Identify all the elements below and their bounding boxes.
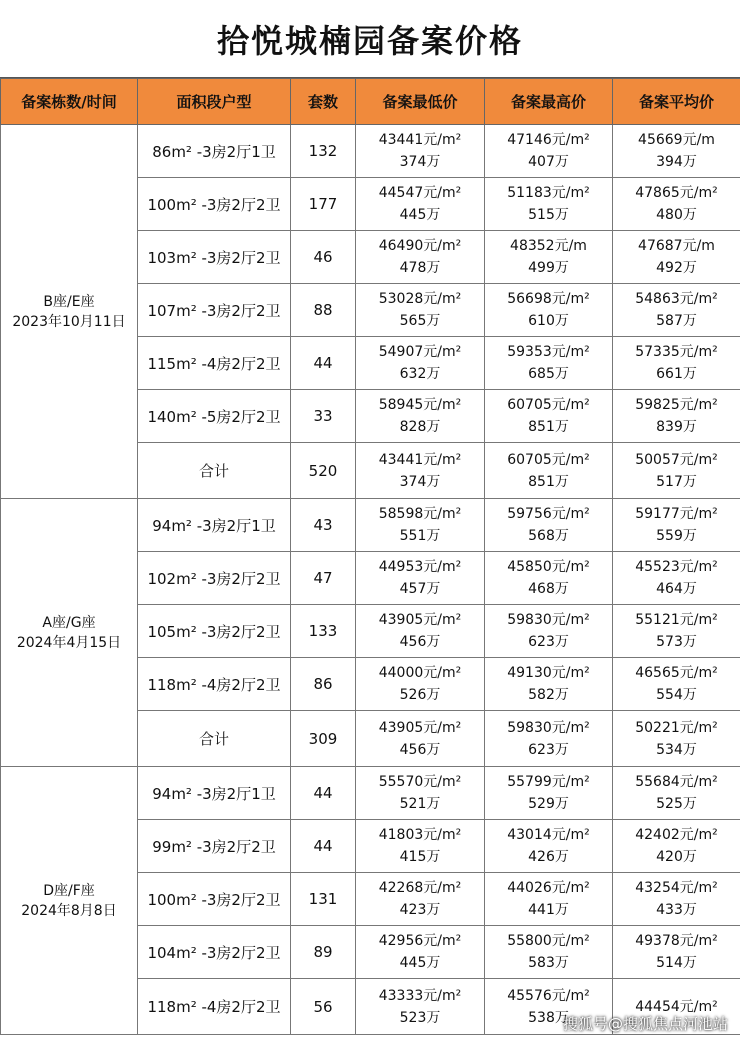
unit-count: 46	[291, 231, 356, 284]
min-price	[356, 552, 485, 605]
avg-price	[613, 820, 740, 873]
max-price-total: 582万	[528, 687, 569, 703]
max-price-total: 426万	[528, 849, 569, 865]
max-price	[485, 337, 613, 390]
max-price	[485, 443, 613, 499]
unit-type: 合计	[138, 443, 291, 499]
header-max-price: 备案最高价	[485, 79, 613, 125]
avg-price-unit: 50221元/m²	[635, 719, 718, 736]
unit-count: 89	[291, 926, 356, 979]
max-price	[485, 284, 613, 337]
max-price-total: 610万	[528, 313, 569, 329]
max-price-total: 468万	[528, 581, 569, 597]
watermark: 搜狐号@搜狐焦点河池站	[562, 1015, 728, 1033]
avg-price	[613, 658, 740, 711]
max-price-unit: 43014元/m²	[507, 827, 590, 843]
unit-count: 88	[291, 284, 356, 337]
max-price-unit: 45576元/m²	[507, 987, 590, 1004]
min-price	[356, 658, 485, 711]
unit-type: 86m² -3房2厅1卫	[138, 125, 291, 178]
max-price-total: 623万	[528, 741, 569, 758]
max-price-total: 685万	[528, 366, 569, 382]
max-price-total: 538万	[528, 1009, 569, 1026]
avg-price-unit: 55684元/m²	[635, 774, 718, 790]
min-price	[356, 873, 485, 926]
min-price-total: 526万	[399, 687, 441, 703]
avg-price-unit: 50057元/m²	[635, 451, 718, 468]
min-price	[356, 284, 485, 337]
unit-count: 309	[291, 711, 356, 767]
max-price	[485, 926, 613, 979]
avg-price-total: 492万	[656, 260, 697, 276]
unit-count: 44	[291, 820, 356, 873]
min-price-total: 423万	[399, 902, 441, 918]
max-price-unit: 59756元/m²	[507, 506, 590, 522]
max-price	[485, 125, 613, 178]
header-row	[1, 79, 740, 125]
max-price-total: 851万	[528, 419, 569, 435]
building-label: A座/G座	[42, 614, 96, 631]
avg-price	[613, 390, 740, 443]
max-price	[485, 552, 613, 605]
max-price-total: 583万	[528, 955, 569, 971]
avg-price-unit: 44454元/m²	[635, 998, 718, 1015]
min-price	[356, 979, 485, 1035]
max-price-unit: 59353元/m²	[507, 344, 590, 360]
avg-price-total: 839万	[656, 419, 697, 435]
header-min-price: 备案最低价	[356, 79, 485, 125]
avg-price-unit: 49378元/m²	[635, 933, 718, 949]
min-price-total: 456万	[399, 741, 441, 758]
unit-type: 140m² -5房2厅2卫	[138, 390, 291, 443]
avg-price-unit: 46565元/m²	[635, 665, 718, 681]
avg-price-total: 517万	[656, 473, 697, 490]
max-price-unit: 45850元/m²	[507, 559, 590, 575]
min-price-unit: 42268元/m²	[378, 880, 462, 896]
avg-price-total: 559万	[656, 528, 697, 544]
min-price-unit: 55570元/m²	[378, 774, 462, 790]
price-table	[0, 78, 740, 1035]
min-price-unit: 42956元/m²	[378, 933, 462, 949]
unit-count: 33	[291, 390, 356, 443]
unit-count: 44	[291, 337, 356, 390]
building-date-cell	[1, 767, 138, 1035]
unit-count: 86	[291, 658, 356, 711]
avg-price	[613, 178, 740, 231]
avg-price-total: 433万	[656, 902, 697, 918]
max-price	[485, 767, 613, 820]
avg-price-unit: 47687元/m	[638, 238, 715, 254]
avg-price-total: 587万	[656, 313, 697, 329]
max-price-total: 623万	[528, 634, 569, 650]
avg-price	[613, 499, 740, 552]
min-price	[356, 767, 485, 820]
min-price-total: 445万	[399, 955, 441, 971]
avg-price-unit: 54863元/m²	[635, 291, 718, 307]
min-price-unit: 58598元/m²	[378, 506, 462, 522]
max-price	[485, 820, 613, 873]
unit-type: 94m² -3房2厅1卫	[138, 767, 291, 820]
min-price	[356, 390, 485, 443]
unit-type: 118m² -4房2厅2卫	[138, 658, 291, 711]
min-price-total: 632万	[399, 366, 441, 382]
header-building: 备案栋数/时间	[1, 79, 138, 125]
table-body	[1, 125, 740, 1035]
max-price	[485, 231, 613, 284]
avg-price	[613, 711, 740, 767]
max-price	[485, 711, 613, 767]
avg-price-unit: 43254元/m²	[635, 880, 718, 896]
max-price-unit: 59830元/m²	[507, 719, 590, 736]
min-price-unit: 43905元/m²	[378, 612, 462, 628]
min-price-unit: 58945元/m²	[378, 397, 462, 413]
min-price	[356, 605, 485, 658]
max-price-unit: 49130元/m²	[507, 665, 590, 681]
max-price-unit: 48352元/m	[510, 238, 587, 254]
filing-date: 2024年4月15日	[16, 634, 122, 651]
unit-count: 44	[291, 767, 356, 820]
min-price-unit: 46490元/m²	[378, 238, 462, 254]
avg-price	[613, 552, 740, 605]
avg-price-total: 480万	[656, 207, 697, 223]
unit-count: 133	[291, 605, 356, 658]
min-price-total: 521万	[399, 796, 441, 812]
building-date-cell	[1, 499, 138, 767]
header-count: 套数	[291, 79, 356, 125]
avg-price-unit: 45669元/m	[638, 132, 715, 148]
avg-price	[613, 605, 740, 658]
avg-price-unit: 59177元/m²	[635, 506, 718, 522]
max-price	[485, 658, 613, 711]
unit-count: 520	[291, 443, 356, 499]
max-price	[485, 178, 613, 231]
avg-price	[613, 337, 740, 390]
min-price	[356, 820, 485, 873]
max-price	[485, 873, 613, 926]
avg-price-total: 573万	[656, 634, 697, 650]
unit-type: 99m² -3房2厅2卫	[138, 820, 291, 873]
max-price-unit: 56698元/m²	[507, 291, 590, 307]
min-price-unit: 43441元/m²	[378, 132, 462, 148]
avg-price-unit: 47865元/m²	[635, 185, 718, 201]
min-price-unit: 41803元/m²	[378, 827, 462, 843]
avg-price-total: 420万	[656, 849, 697, 865]
max-price-unit: 59830元/m²	[507, 612, 590, 628]
filing-date: 2023年10月11日	[12, 313, 126, 330]
unit-type: 100m² -3房2厅2卫	[138, 873, 291, 926]
unit-type: 100m² -3房2厅2卫	[138, 178, 291, 231]
avg-price-unit: 57335元/m²	[635, 344, 718, 360]
unit-count: 132	[291, 125, 356, 178]
unit-type: 合计	[138, 711, 291, 767]
table-row	[1, 499, 740, 552]
max-price-total: 851万	[528, 473, 569, 490]
min-price-total: 828万	[399, 419, 441, 435]
unit-count: 177	[291, 178, 356, 231]
max-price-total: 515万	[528, 207, 569, 223]
min-price-unit: 44953元/m²	[378, 559, 462, 575]
min-price-total: 374万	[399, 473, 441, 490]
unit-type: 103m² -3房2厅2卫	[138, 231, 291, 284]
min-price	[356, 926, 485, 979]
avg-price-total: 534万	[656, 741, 697, 758]
min-price-total: 551万	[399, 528, 441, 544]
min-price-unit: 43333元/m²	[378, 987, 462, 1004]
min-price-unit: 53028元/m²	[378, 291, 462, 307]
max-price	[485, 390, 613, 443]
avg-price	[613, 443, 740, 499]
max-price	[485, 605, 613, 658]
max-price-total: 568万	[528, 528, 569, 544]
header-type: 面积段户型	[138, 79, 291, 125]
max-price-unit: 47146元/m²	[507, 132, 590, 148]
min-price-total: 374万	[399, 154, 441, 170]
min-price-unit: 43441元/m²	[378, 451, 462, 468]
unit-count: 47	[291, 552, 356, 605]
max-price-total: 441万	[528, 902, 569, 918]
min-price-total: 523万	[399, 1009, 441, 1026]
min-price-unit: 54907元/m²	[378, 344, 462, 360]
filing-date: 2024年8月8日	[21, 902, 117, 919]
min-price	[356, 231, 485, 284]
unit-count: 56	[291, 979, 356, 1035]
unit-type: 115m² -4房2厅2卫	[138, 337, 291, 390]
min-price	[356, 711, 485, 767]
max-price	[485, 499, 613, 552]
avg-price	[613, 125, 740, 178]
min-price-total: 565万	[399, 313, 441, 329]
avg-price	[613, 926, 740, 979]
max-price-total: 499万	[528, 260, 569, 276]
unit-type: 105m² -3房2厅2卫	[138, 605, 291, 658]
avg-price-total: 525万	[656, 796, 697, 812]
avg-price-unit: 59825元/m²	[635, 397, 718, 413]
min-price	[356, 499, 485, 552]
max-price-unit: 44026元/m²	[507, 880, 590, 896]
min-price	[356, 337, 485, 390]
avg-price-total: 661万	[656, 366, 697, 382]
unit-type: 107m² -3房2厅2卫	[138, 284, 291, 337]
avg-price-unit: 55121元/m²	[635, 612, 718, 628]
table-row	[1, 767, 740, 820]
avg-price	[613, 767, 740, 820]
avg-price	[613, 231, 740, 284]
min-price-total: 415万	[399, 849, 441, 865]
unit-type: 118m² -4房2厅2卫	[138, 979, 291, 1035]
avg-price-total: 514万	[656, 955, 697, 971]
avg-price-unit: 45523元/m²	[635, 559, 718, 575]
max-price-unit: 55800元/m²	[507, 933, 590, 949]
max-price-unit: 55799元/m²	[507, 774, 590, 790]
page-title: 拾悦城楠园备案价格	[0, 0, 740, 78]
avg-price-total: 394万	[656, 154, 697, 170]
building-label: B座/E座	[43, 293, 95, 310]
max-price-total: 529万	[528, 796, 569, 812]
header-avg-price: 备案平均价	[613, 79, 740, 125]
unit-type: 94m² -3房2厅1卫	[138, 499, 291, 552]
min-price-total: 457万	[399, 581, 441, 597]
min-price-total: 445万	[399, 207, 441, 223]
table-row	[1, 125, 740, 178]
max-price-unit: 51183元/m²	[507, 185, 590, 201]
unit-type: 102m² -3房2厅2卫	[138, 552, 291, 605]
min-price-total: 478万	[399, 260, 441, 276]
min-price-unit: 44547元/m²	[378, 185, 462, 201]
avg-price-total: 554万	[656, 687, 697, 703]
min-price-total: 456万	[399, 634, 441, 650]
max-price-total: 407万	[528, 154, 569, 170]
max-price-unit: 60705元/m²	[507, 451, 590, 468]
avg-price-total: 464万	[656, 581, 697, 597]
min-price-unit: 44000元/m²	[378, 665, 462, 681]
avg-price	[613, 284, 740, 337]
unit-type: 104m² -3房2厅2卫	[138, 926, 291, 979]
min-price	[356, 443, 485, 499]
unit-count: 43	[291, 499, 356, 552]
min-price	[356, 178, 485, 231]
avg-price	[613, 873, 740, 926]
avg-price-unit: 42402元/m²	[635, 827, 718, 843]
min-price-unit: 43905元/m²	[378, 719, 462, 736]
max-price-unit: 60705元/m²	[507, 397, 590, 413]
unit-count: 131	[291, 873, 356, 926]
building-label: D座/F座	[43, 882, 95, 899]
building-date-cell	[1, 125, 138, 499]
min-price	[356, 125, 485, 178]
